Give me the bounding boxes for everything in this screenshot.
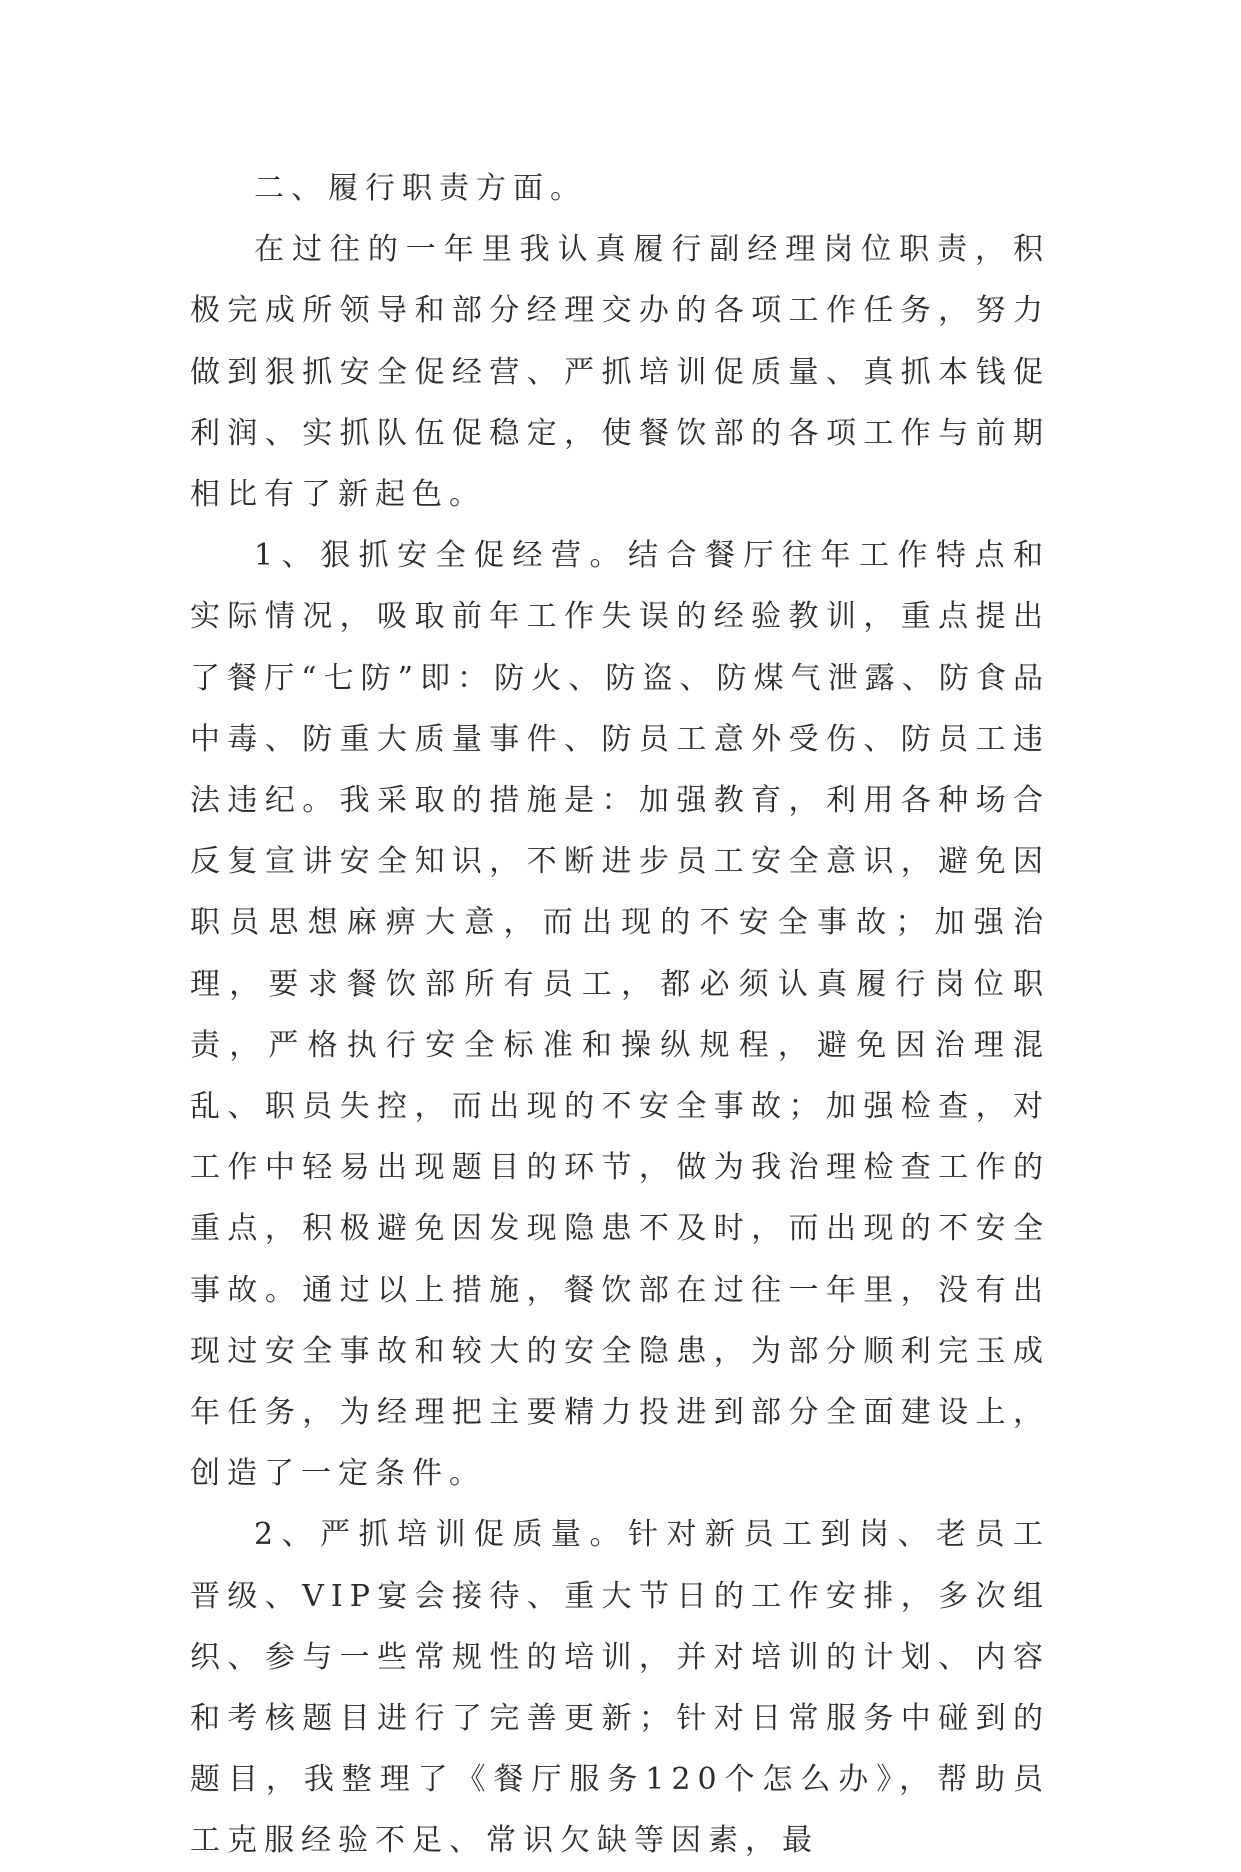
document-body — [190, 158, 1050, 1872]
section-heading: 二、履行职责方面。 — [254, 171, 587, 206]
paragraph-training: 2、严抓培训促质量。针对新员工到岗、老员工晋级、VIP宴会接待、重大节日的工作安排，多次组织、参与一些常规性的培训，并对培训的计划、内容和考核题目进行了完善更新；针对日常服务中碰到的题目，我整理了《餐厅服务120个怎么办》，帮助员工克服经验不足、常识欠缺等因素，最 — [190, 1517, 1050, 1859]
paragraph-safety: 1、狠抓安全促经营。结合餐厅往年工作特点和实际情况，吸取前年工作失误的经验教训，重点提出了餐厅“七防”即：防火、防盗、防煤气泄露、防食品中毒、防重大质量事件、防员工意外受伤、防员工违法违纪。我采取的措施是：加强教育，利用各种场合反复宣讲安全知识，不断进步员工安全意识，避免因职员思想麻痹大意，而出现的不安全事故；加强治理，要求餐饮部所有员工，都必须认真履行岗位职责，严格执行安全标准和操纵规程，避免因治理混乱、职员失控，而出现的不安全事故；加强检查，对工作中轻易出现题目的环节，做为我治理检查工作的重点，积极避免因发现隐患不及时，而出现的不安全事故。通过以上措施，餐饮部在过往一年里，没有出现过安全事故和较大的安全隐患，为部分顺利完玉成年任务，为经理把主要精力投进到部分全面建设上，创造了一定条件。 — [190, 538, 1050, 1492]
paragraph-duties-overview: 在过往的一年里我认真履行副经理岗位职责，积极完成所领导和部分经理交办的各项工作任务，努力做到狠抓安全促经营、严抓培训促质量、真抓本钱促利润、实抓队伍促稳定，使餐饮部的各项工作与前期相比有了新起色。 — [190, 232, 1050, 513]
